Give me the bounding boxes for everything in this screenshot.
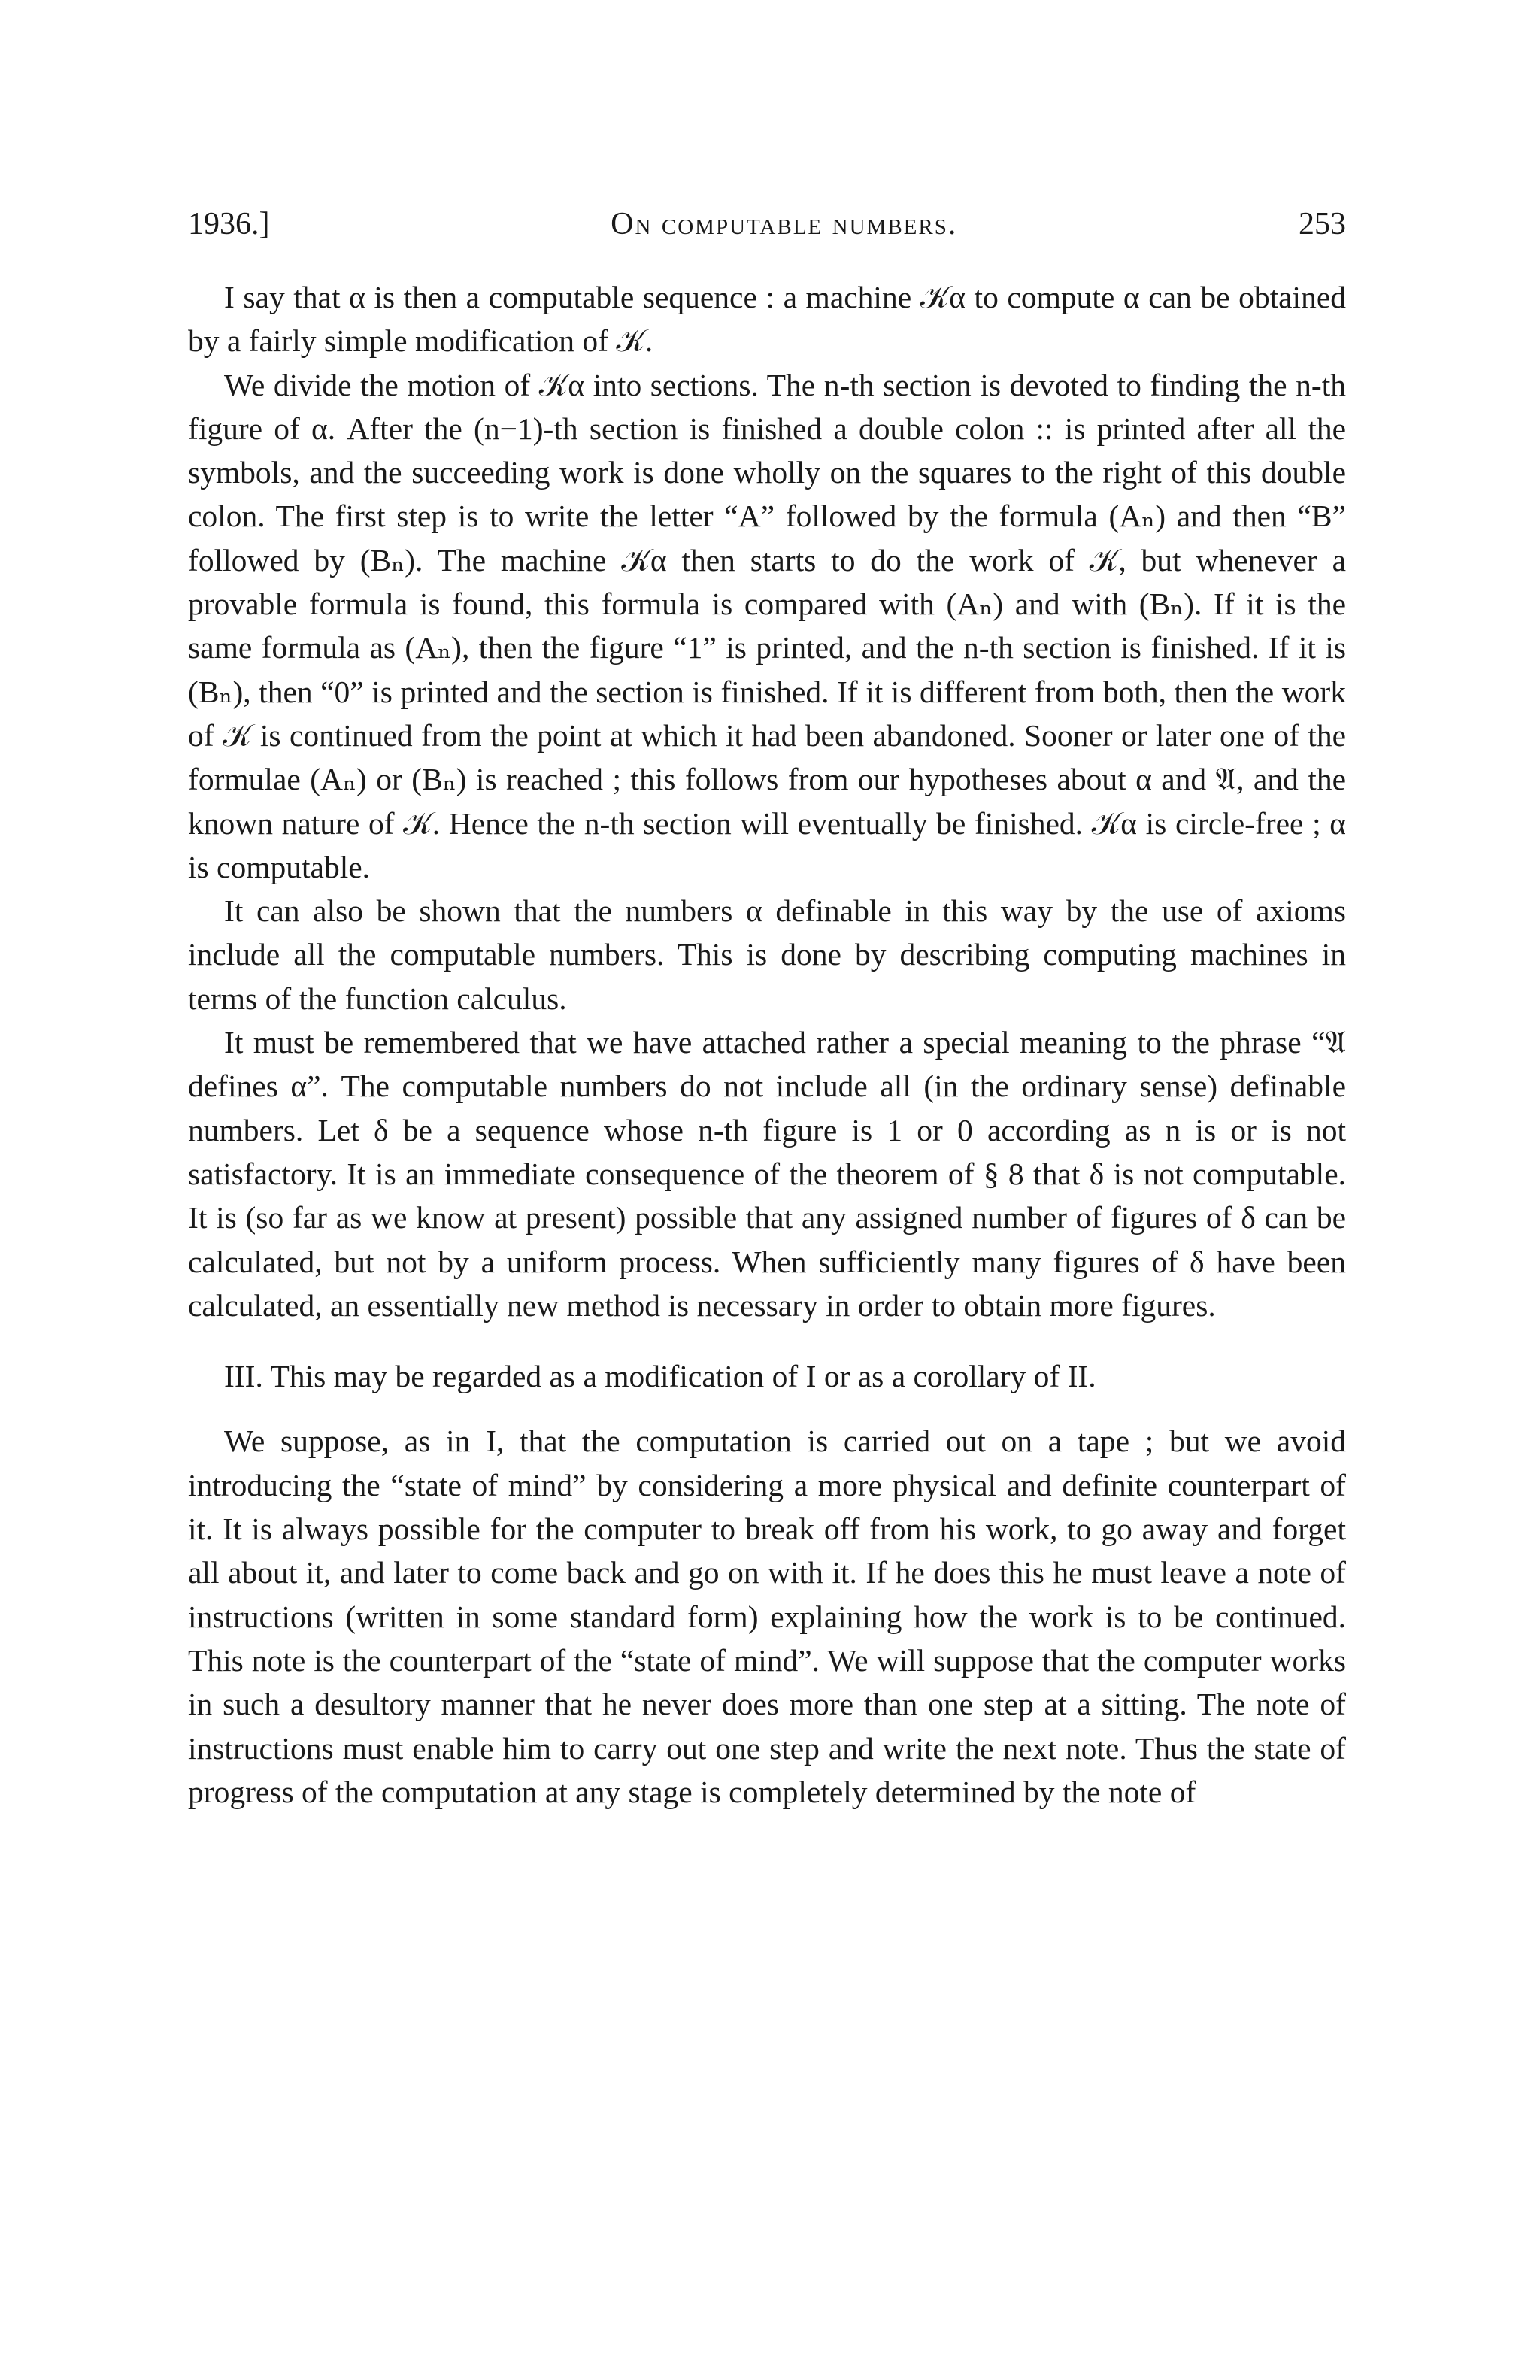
paragraph-4: It must be remembered that we have attached rather a special meaning to the phrase “𝔄 defines α”. The computable numbers do not include all (in the ordinary sense) definable numbers. Let δ be a sequence whose n-th figure is 1 or 0 according as n is or is not satisfactory. It is an immediate consequence of the theorem of § 8 that δ is not computable. It is (so far as we know at present) possible that any assigned number of figures of δ can be calculated, but not by a uniform process. When sufficiently many figures of δ have been calculated, an essentially new method is necessary in order to obtain more figures. — [188, 1025, 1346, 1323]
running-head — [188, 203, 1346, 245]
header-year: 1936.] — [188, 207, 270, 241]
header-title: On computable numbers. — [611, 207, 958, 241]
body-text — [188, 275, 1346, 1814]
paragraph-1: I say that α is then a computable sequence : a machine 𝒦α to compute α can be obtained by a fairly simple modification of 𝒦. — [188, 280, 1346, 359]
section-iii-heading-paragraph: III. This may be regarded as a modification of I or as a corollary of II. — [224, 1359, 1096, 1394]
paragraph-3: It can also be shown that the numbers α definable in this way by the use of axioms include all the computable numbers. This is done by describing computing machines in terms of the function calculus. — [188, 893, 1346, 1016]
paragraph-6: We suppose, as in I, that the computation is carried out on a tape ; but we avoid introducing the “state of mind” by considering a more physical and definite counterpart of it. It is always possible for the computer to break off from his work, to go away and forget all about it, and later to come back and go on with it. If he does this he must leave a note of instructions (written in some standard form) explaining how the work is to be continued. This note is the counterpart of the “state of mind”. We will suppose that the computer works in such a desultory manner that he never does more than one step at a sitting. The note of instructions must enable him to carry out one step and write the next note. Thus the state of progress of the computation at any stage is completely determined by the note of — [188, 1423, 1346, 1809]
page-number: 253 — [1298, 207, 1346, 241]
paragraph-2: We divide the motion of 𝒦α into sections. The n-th section is devoted to finding the n-th figure of α. After the (n−1)-th section is finished a double colon :: is printed after all the symbols, and the succeeding work is done wholly on the squares to the right of this double colon. The first step is to write the letter “A” followed by the formula (Aₙ) and then “B” followed by (Bₙ). The machine 𝒦α then starts to do the work of 𝒦, but whenever a provable formula is found, this formula is compared with (Aₙ) and with (Bₙ). If it is the same formula as (Aₙ), then the figure “1” is printed, and the n-th section is finished. If it is (Bₙ), then “0” is printed and the section is finished. If it is different from both, then the work of 𝒦 is continued from the point at which it had been abandoned. Sooner or later one of the formulae (Aₙ) or (Bₙ) is reached ; this follows from our hypotheses about α and 𝔄, and the known nature of 𝒦. Hence the n-th section will eventually be finished. 𝒦α is circle-free ; α is computable. — [188, 367, 1346, 884]
page — [188, 203, 1346, 1814]
